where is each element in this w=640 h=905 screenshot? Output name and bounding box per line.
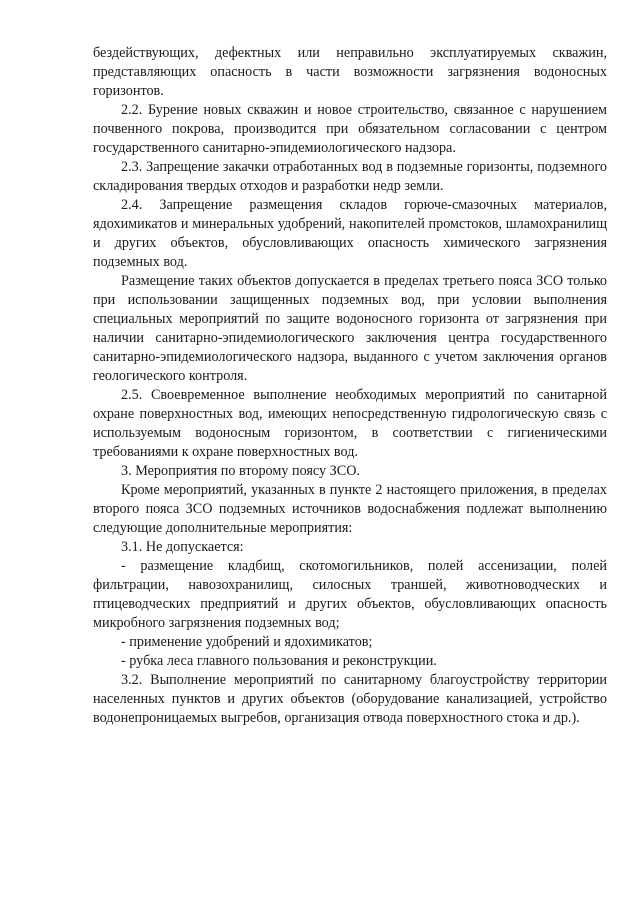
document-body	[93, 44, 607, 728]
list-item-cemeteries: - размещение кладбищ, скотомогильников, полей ассенизации, полей фильтрации, навозохранилищ, силосных траншей, животноводческих и птицеводческих предприятий и других объектов, обусловливающих опасность микробного загрязнения подземных вод;	[93, 558, 607, 631]
list-item-fertilizers: - применение удобрений и ядохимикатов;	[121, 634, 373, 650]
paragraph-2-5-surface-water: 2.5. Своевременное выполнение необходимых мероприятий по санитарной охране поверхностных вод, имеющих непосредственную гидрологическую связь с используемым водоносным горизонтом, в соответствии с гигиеническими требованиями к охране поверхностных вод.	[93, 387, 607, 460]
paragraph-placement-conditions: Размещение таких объектов допускается в пределах третьего пояса ЗСО только при использовании защищенных подземных вод, при условии выполнения специальных мероприятий по защите водоносного горизонта от загрязнения при наличии санитарно-эпидемиологического заключения центра государственного санитарно-эпидемиологического надзора, выданного с учетом заключения органов геологического контроля.	[93, 273, 607, 384]
paragraph-continuation-wells: бездействующих, дефектных или неправильно эксплуатируемых скважин, представляющих опасность в части возможности загрязнения водоносных горизонтов.	[93, 45, 607, 99]
paragraph-3-1-not-allowed: 3.1. Не допускается:	[121, 539, 244, 555]
paragraph-3-2-improvement: 3.2. Выполнение мероприятий по санитарному благоустройству территории населенных пунктов и других объектов (оборудование канализацией, устройство водонепроницаемых выгребов, организация отвода поверхностного стока и др.).	[93, 672, 607, 726]
paragraph-additional-measures: Кроме мероприятий, указанных в пункте 2 настоящего приложения, в пределах второго пояса ЗСО подземных источников водоснабжения подлежат выполнению следующие дополнительные мероприятия:	[93, 482, 607, 536]
paragraph-2-2-drilling: 2.2. Бурение новых скважин и новое строительство, связанное с нарушением почвенного покрова, производится при обязательном согласовании с центром государственного санитарно-эпидемиологического надзора.	[93, 102, 607, 156]
paragraph-2-4-storage-ban: 2.4. Запрещение размещения складов горюче-смазочных материалов, ядохимикатов и минеральных удобрений, накопителей промстоков, шламохранилищ и других объектов, обусловливающих опасность химического загрязнения подземных вод.	[93, 197, 607, 270]
paragraph-2-3-injection-ban: 2.3. Запрещение закачки отработанных вод в подземные горизонты, подземного складирования твердых отходов и разработки недр земли.	[93, 159, 607, 194]
paragraph-3-second-zone: 3. Мероприятия по второму поясу ЗСО.	[121, 463, 361, 479]
list-item-logging: - рубка леса главного пользования и реконструкции.	[121, 653, 437, 669]
